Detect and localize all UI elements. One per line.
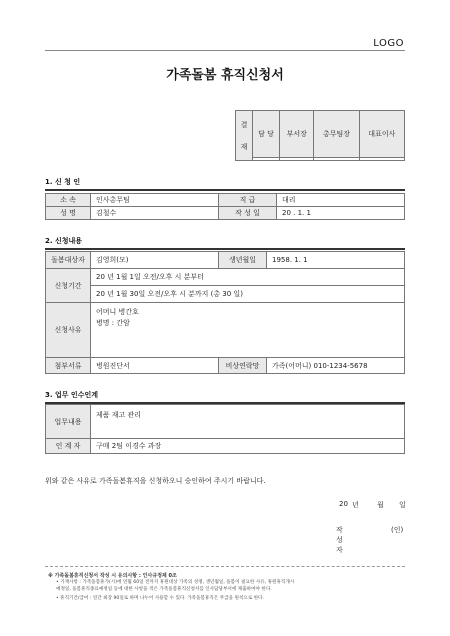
request-statement: 위와 같은 사유로 가족돌봄휴직을 신청하오니 승인하여 주시기 바랍니다.	[45, 477, 266, 485]
reason-line-1: 어머니 병간호	[96, 308, 139, 316]
approval-role-ceo: 대표이사	[359, 111, 404, 158]
period-to[interactable]: 20 년 1월 30일 오전/오후 시 분까지 (총 30 일)	[91, 286, 405, 303]
request-table	[45, 251, 405, 374]
notes-title: ※ 가족돌봄휴직신청서 작성 시 유의사항 : 인사규정제 0조	[48, 573, 177, 579]
section2-heading: 2. 신청내용	[45, 237, 83, 245]
rank-label: 직 급	[219, 194, 277, 207]
receiver-value[interactable]: 구매 2팀 이경수 과장	[91, 439, 405, 454]
approval-role-dept-head: 부서장	[280, 111, 314, 158]
reason-value[interactable]	[91, 303, 405, 358]
dept-value[interactable]: 인사총무팀	[91, 194, 219, 207]
approval-sign-dept-head[interactable]	[280, 158, 314, 161]
birth-label: 생년월일	[219, 252, 267, 269]
reason-label: 신청사유	[46, 303, 91, 358]
date-label: 작 성 일	[219, 207, 277, 220]
task-label: 업무내용	[46, 405, 91, 439]
emergency-value[interactable]: 가족(어머니) 010-1234-5678	[267, 358, 405, 374]
section1-rule	[45, 189, 405, 191]
name-value[interactable]: 김철수	[91, 207, 219, 220]
header-divider	[45, 50, 405, 51]
approval-sign-gen-manager[interactable]	[314, 158, 359, 161]
approval-sign-ceo[interactable]	[359, 158, 404, 161]
dept-label: 소 속	[46, 194, 91, 207]
care-target-value[interactable]: 김영희(모)	[91, 252, 219, 269]
care-target-label: 돌봄대상자	[46, 252, 91, 269]
note-item-2: 예정일, 돌봄휴직종료예정일 등에 대한 사항을 적은 가족돌봄휴직신청서를 인사담당부서에 제출하여야 한다.	[56, 587, 272, 592]
logo: LOGO	[373, 38, 404, 49]
notes-divider	[45, 566, 405, 567]
reason-line-2: 병명 : 간암	[96, 319, 130, 327]
emergency-label: 비상연락망	[219, 358, 267, 374]
approval-table	[235, 110, 405, 161]
note-item-1: • 기재사항 : 가족돌봄휴가(시)에 연월 60일 전까지 휴원대상 가족의 성명, 생년월일, 돌봄이 필요한 사유, 휴원휴직개시	[56, 580, 295, 585]
approval-sign-staff[interactable]	[253, 158, 280, 161]
section3-heading: 3. 업무 인수인계	[45, 391, 98, 399]
name-label: 성 명	[46, 207, 91, 220]
approval-role-gen-manager: 총무팀장	[314, 111, 359, 158]
date-value[interactable]: 20 . 1. 1	[277, 207, 405, 220]
approval-label: 결 재	[236, 111, 253, 161]
note-item-3: • 휴직기간/급여 : 연간 최장 90일로 하며 나누어 사용할 수 있다. 가족돌봄휴직은 무급을 원칙으로 한다.	[56, 596, 265, 601]
rank-value[interactable]: 대리	[277, 194, 405, 207]
document-title: 가족돌봄 휴직신청서	[166, 68, 284, 83]
section1-heading: 1. 신 청 인	[45, 178, 81, 186]
period-from[interactable]: 20 년 1월 1일 오전/오후 시 분부터	[91, 269, 405, 286]
handover-table	[45, 404, 405, 454]
signer-label: 작성자	[336, 526, 343, 554]
task-value[interactable]: 제품 재고 관리	[91, 405, 405, 439]
attach-value[interactable]: 병원진단서	[91, 358, 219, 374]
section2-rule	[45, 248, 405, 250]
attach-label: 첨부서류	[46, 358, 91, 374]
birth-value[interactable]: 1958. 1. 1	[267, 252, 405, 269]
period-label: 신청기간	[46, 269, 91, 303]
seal-placeholder[interactable]: (인)	[391, 526, 404, 534]
receiver-label: 인 계 자	[46, 439, 91, 454]
approval-role-staff: 담 당	[253, 111, 280, 158]
applicant-table	[45, 193, 405, 220]
